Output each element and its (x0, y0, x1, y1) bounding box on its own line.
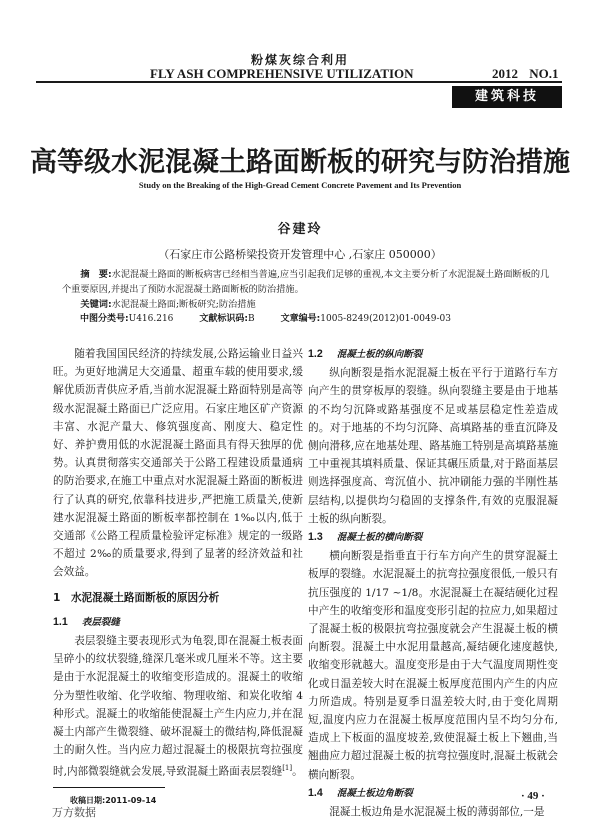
right-column (308, 345, 558, 821)
intro-paragraph: 随着我国国民经济的持续发展,公路运输业日益兴旺。为更好地满足大交通量、超重车载的使用要求,缓解优质沥青供应矛盾,当前水泥混凝土路面特别是高等级水泥混凝土路面已广泛应用。石家庄地区矿产资源丰富、水泥产量大、修筑强度高、刚度大、稳定性好、养护费用低的水泥混凝土路面具有得天独厚的优势。认真贯彻落实交通部关于公路工程建设质量通病的防治要求,在施工中重点对水泥混凝土路面的断板进行了认真的研究,依靠科技进步,严把施工质量关,使新建水泥混凝土路面的断板率都控制在 1‰以内,低于交通部《公路工程质量检验评定标准》规定的一级路不超过 2‰的质量要求,得到了显著的经济效益和社会效益。 (53, 348, 303, 579)
article-no (281, 312, 451, 327)
doc-code (199, 312, 254, 327)
section-1-heading: 1 水泥混凝土路面断板的原因分析 (53, 591, 220, 604)
section-number: 1.4 (308, 786, 323, 799)
doc-code-value: B (248, 314, 255, 324)
citation-ref: [1] (282, 764, 293, 773)
header-rule (36, 81, 562, 83)
section-title: 混凝土板的横向断裂 (336, 532, 423, 544)
section-1-1-heading (53, 613, 303, 632)
abstract-block (62, 267, 552, 327)
received-date: 收稿日期:2011-09-14 (70, 796, 157, 805)
keywords-text: 水泥混凝土路面;断板研究;防治措施 (111, 299, 256, 310)
abstract (62, 267, 552, 297)
abstract-label: 摘 要: (80, 269, 112, 280)
affiliation: （石家庄市公路桥梁投资开发管理中心 ,石家庄 050000） (158, 248, 442, 261)
paragraph-text: 表层裂缝主要表现形式为龟裂,即在混凝土板表面呈碎小的纹状裂缝,缝深几毫米或几厘米不等。这主要是由于水泥混凝土的收缩变形造成的。混凝土的收缩分为塑性收缩、化学收缩、物理收缩、和炭化收缩 4 种形式。混凝土的收缩能使混凝土产生内应力,并在混凝土内部产生微裂缝、破坏混凝土的微结构,降低混凝土的耐久性。当内应力超过混凝土的极限抗弯拉强度时,内部微裂缝就会发展,导致混凝土路面表层裂缝 (53, 635, 303, 778)
section-1-1-paragraph (53, 632, 303, 781)
section-1-4-paragraph: 混凝土板边角是水泥混凝土板的薄弱部位,一是 (329, 806, 545, 819)
paragraph-end: 。 (292, 766, 303, 778)
watermark: 万方数据 (52, 806, 96, 819)
section-1-3-heading (308, 528, 558, 547)
section-title: 混凝土板的纵向断裂 (336, 349, 423, 360)
issue-label: 2012 NO.1 (492, 66, 559, 81)
section-title: 表层裂缝 (81, 616, 120, 628)
abstract-text: 水泥混凝土路面的断板病害已经相当普遍,应当引起我们足够的重视,本文主要分析了水泥混凝土路面断板的几个重要原因,并提出了预防水泥混凝土路面断板的防治措施。 (62, 269, 550, 295)
keywords (62, 297, 552, 312)
article-title-en: Study on the Breaking of the High-Gread Cement Concrete Pavement and Its Prevention (138, 180, 462, 190)
keywords-label: 关键词: (80, 299, 112, 310)
doc-code-label: 文献标识码: (199, 314, 249, 324)
section-1-3-paragraph: 横向断裂是指垂直于行车方向产生的贯穿混凝土板厚的裂缝。水泥混凝土的抗弯拉强度很低,一般只有抗压强度的 1/17 ~1/8。水泥混凝土在凝结硬化过程中产生的收缩变形和温度变形引起的拉应力,如果超过了混凝土板的极限抗弯拉强度就会产生混凝土板的横向断裂。混凝土中水泥用量越高,凝结硬化速度越快,收缩变形就越大。温度变形是由于大气温度周期性变化或日温差较大时在混凝土板厚度范围内产生的内应力所造成。特别是夏季日温差较大时,由于变化周期短,温度内应力在混凝土板厚度范围内呈不均匀分布,造成上下板面的温度坡差,致使混凝土板上下翘曲,当翘曲应力超过混凝土板的抗弯拉强度时,混凝土板就会横向断裂。 (308, 550, 558, 781)
section-number: 1.1 (53, 615, 68, 628)
article-no-label: 文章编号: (280, 314, 321, 324)
section-badge: 建筑科技 (452, 86, 562, 108)
section-title: 混凝土板边角断裂 (336, 787, 413, 799)
journal-name-en: FLY ASH COMPREHENSIVE UTILIZATION (150, 66, 414, 81)
left-column (53, 345, 303, 781)
clc (80, 312, 173, 327)
classification-row (62, 312, 552, 327)
section-number: 1.2 (308, 348, 323, 360)
section-1-2-paragraph: 纵向断裂是指水泥混凝土板在平行于道路行车方向产生的贯穿板厚的裂缝。纵向裂缝主要是由于地基的不均匀沉降或路基强度不足或基层稳定性差造成的。对于地基的不均匀沉降、高填路基的垂直沉降及侧向滑移,应在地基处理、路基施工特别是高填路基施工中重视其填料质量、保证其碾压质量,对于路面基层则选择强度高、弯沉值小、抗冲刷能力强的半刚性基层结构,以提供均匀稳固的支撑条件,有效的克服混凝土板的纵向断裂。 (308, 367, 558, 525)
article-no-value: 1005-8249(2012)01-0049-03 (320, 314, 451, 324)
section-1-2-heading (308, 345, 558, 364)
journal-name-cn: 粉煤灰综合利用 (250, 53, 349, 67)
section-number: 1.3 (308, 531, 323, 544)
clc-label: 中图分类号: (80, 314, 129, 324)
author: 谷建玲 (277, 222, 323, 237)
footnote-rule (53, 787, 165, 788)
article-title: 高等级水泥混凝土路面断板的研究与防治措施 (30, 147, 570, 178)
clc-value: U416.216 (128, 314, 174, 324)
page-number: · 49 · (521, 790, 545, 802)
